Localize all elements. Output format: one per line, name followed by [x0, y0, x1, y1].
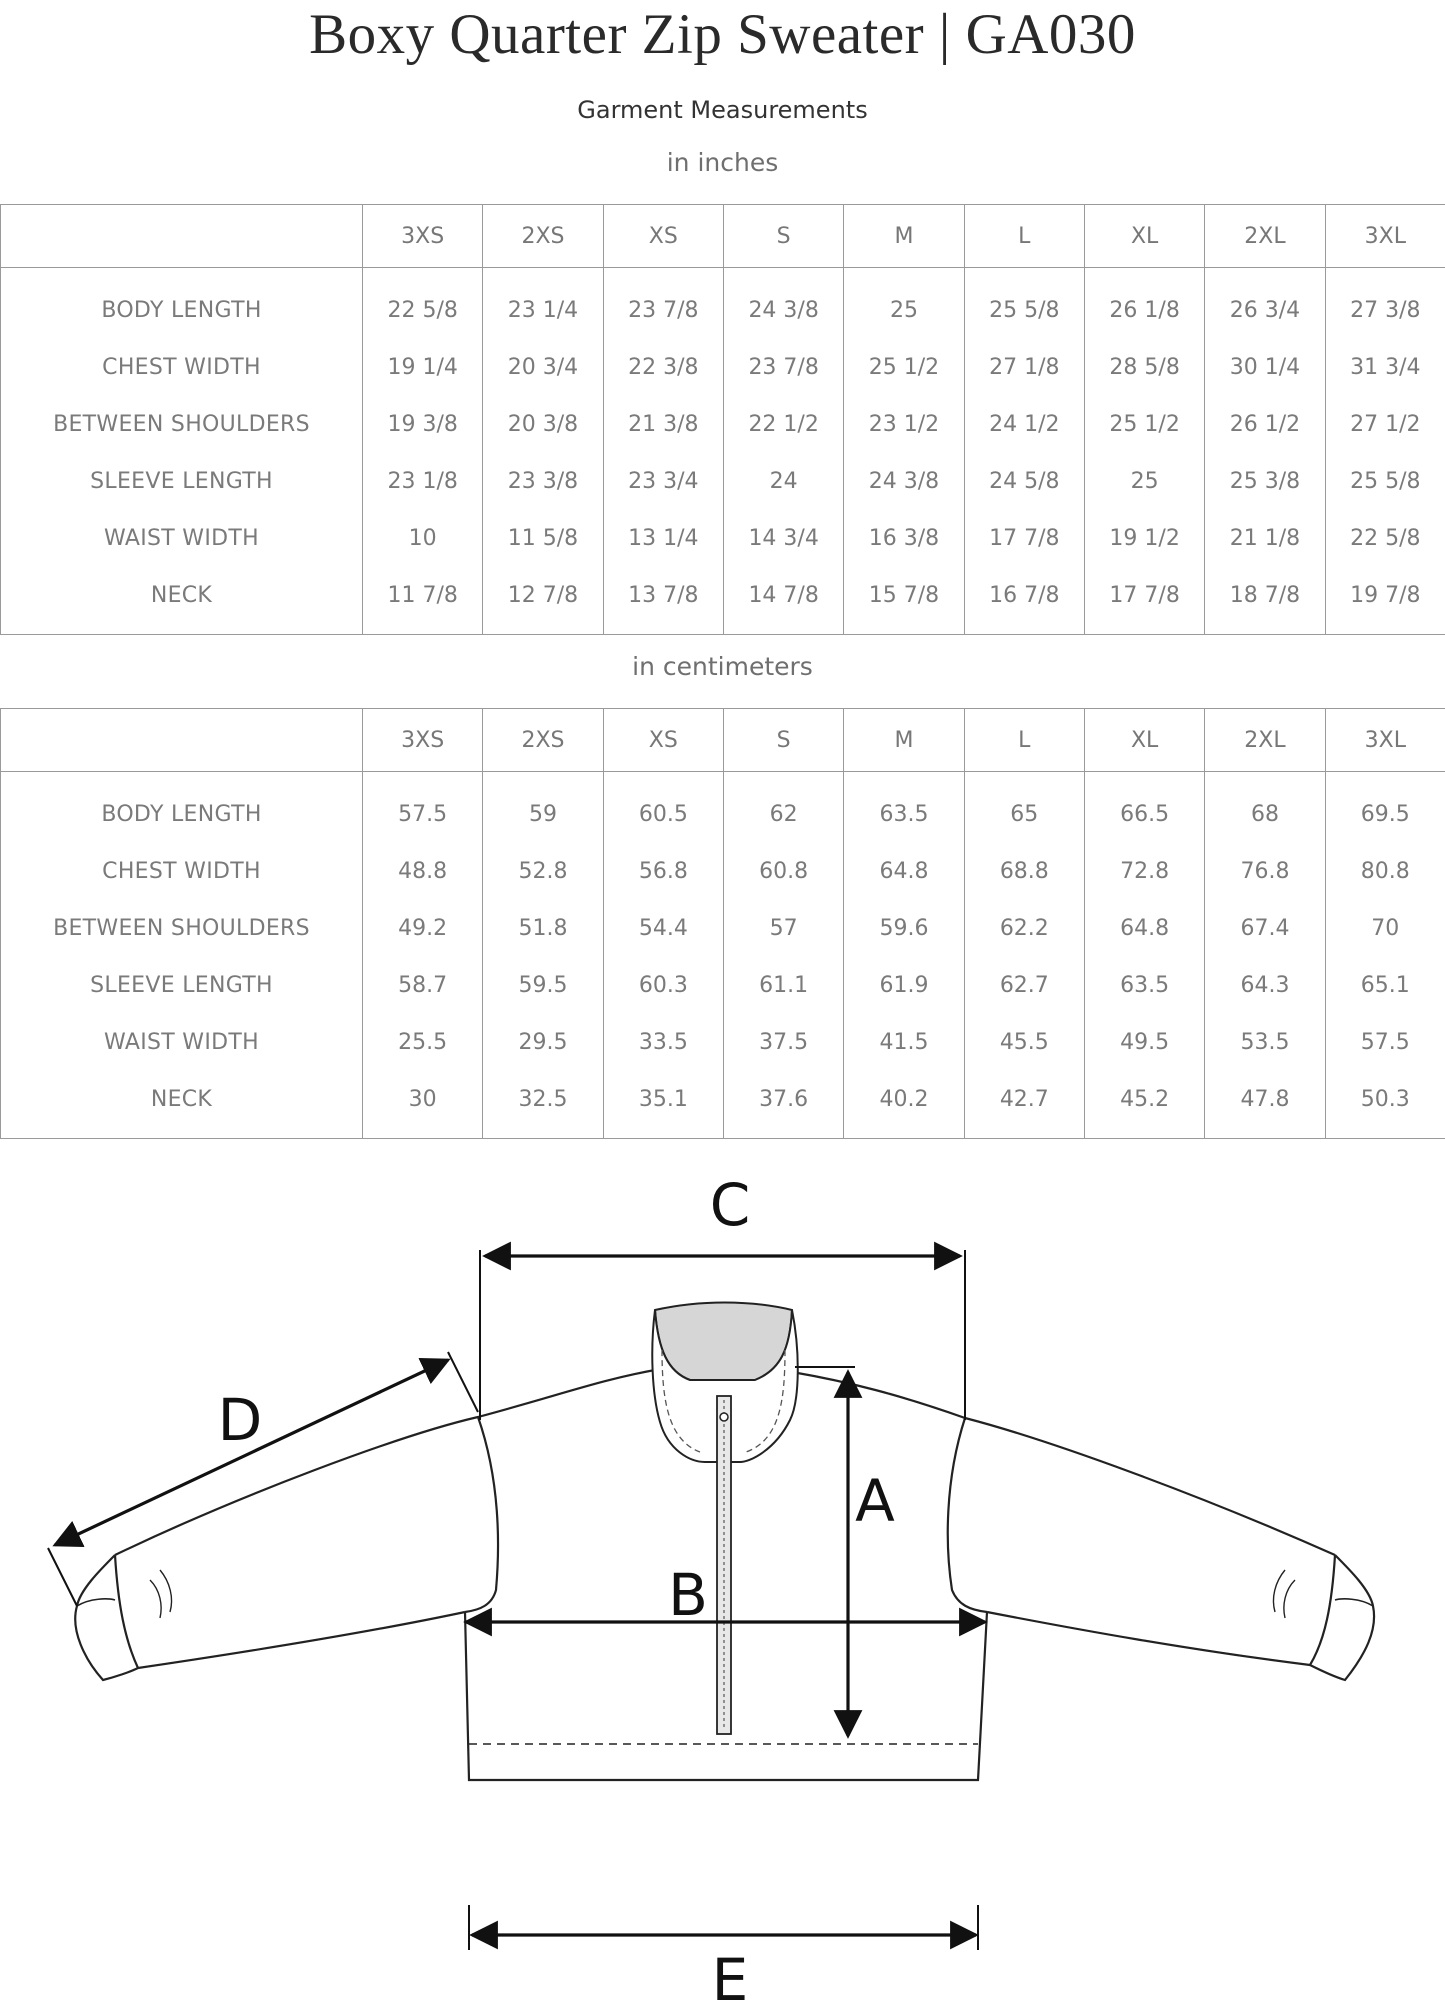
left-sleeve-bottom	[138, 1612, 465, 1668]
collar-back	[655, 1303, 792, 1381]
measurement-value: 24 3/8	[844, 453, 964, 510]
measurement-value: 76.8	[1205, 843, 1325, 900]
measurement-label: BETWEEN SHOULDERS	[1, 900, 363, 957]
measurement-value: 25	[844, 268, 964, 340]
zipper	[717, 1396, 731, 1734]
measurement-value: 60.8	[723, 843, 843, 900]
size-header: S	[723, 205, 843, 268]
measurement-value: 14 3/4	[723, 510, 843, 567]
measurement-value: 27 3/8	[1325, 268, 1445, 340]
size-header: 2XS	[483, 709, 603, 772]
right-cuff-edge	[1335, 1599, 1373, 1606]
measurement-value: 60.3	[603, 957, 723, 1014]
measurement-value: 65	[964, 772, 1084, 844]
measurement-value: 65.1	[1325, 957, 1445, 1014]
measurement-value: 40.2	[844, 1071, 964, 1139]
measurement-value: 25 5/8	[1325, 453, 1445, 510]
measurement-value: 22 1/2	[723, 396, 843, 453]
measurement-value: 21 3/8	[603, 396, 723, 453]
size-header: L	[964, 709, 1084, 772]
size-header: XL	[1084, 709, 1204, 772]
size-header: XS	[603, 205, 723, 268]
measurement-value: 13 7/8	[603, 567, 723, 635]
measurement-value: 17 7/8	[1084, 567, 1204, 635]
measurement-label: NECK	[1, 1071, 363, 1139]
size-header: XL	[1084, 205, 1204, 268]
measurement-value: 37.6	[723, 1071, 843, 1139]
size-header: 3XL	[1325, 709, 1445, 772]
measurement-value: 20 3/8	[483, 396, 603, 453]
measurement-value: 11 7/8	[363, 567, 483, 635]
measurement-value: 17 7/8	[964, 510, 1084, 567]
measurement-value: 30 1/4	[1205, 339, 1325, 396]
measurement-value: 14 7/8	[723, 567, 843, 635]
measurement-value: 32.5	[483, 1071, 603, 1139]
measurement-label: BETWEEN SHOULDERS	[1, 396, 363, 453]
table-row	[1, 396, 1445, 453]
measurement-value: 37.5	[723, 1014, 843, 1071]
measurement-label: BODY LENGTH	[1, 268, 363, 340]
table-row	[1, 453, 1445, 510]
table-row	[1, 567, 1445, 635]
measurement-value: 19 3/8	[363, 396, 483, 453]
measurement-value: 23 1/8	[363, 453, 483, 510]
measurement-value: 64.8	[1084, 900, 1204, 957]
measurement-value: 11 5/8	[483, 510, 603, 567]
measurement-value: 19 1/2	[1084, 510, 1204, 567]
measurement-label: NECK	[1, 567, 363, 635]
measurement-value: 47.8	[1205, 1071, 1325, 1139]
measurement-value: 23 1/2	[844, 396, 964, 453]
measurement-value: 61.1	[723, 957, 843, 1014]
table-row	[1, 1014, 1445, 1071]
size-header: 2XL	[1205, 709, 1325, 772]
measurement-value: 63.5	[1084, 957, 1204, 1014]
measurement-value: 42.7	[964, 1071, 1084, 1139]
page-subtitle: Garment Measurements	[577, 96, 868, 124]
size-header: M	[844, 205, 964, 268]
page-title: Boxy Quarter Zip Sweater | GA030	[309, 3, 1136, 66]
header-row	[1, 205, 1445, 268]
measurement-value: 59.5	[483, 957, 603, 1014]
measurement-value: 23 1/4	[483, 268, 603, 340]
measurement-value: 24 3/8	[723, 268, 843, 340]
measurement-value: 23 3/4	[603, 453, 723, 510]
measurement-value: 59.6	[844, 900, 964, 957]
right-sleeve-bottom	[987, 1612, 1310, 1665]
dimension-label-c: C	[709, 1171, 751, 1239]
measurement-value: 26 1/2	[1205, 396, 1325, 453]
measurement-value: 10	[363, 510, 483, 567]
measurement-value: 16 3/8	[844, 510, 964, 567]
measurement-value: 59	[483, 772, 603, 844]
measurement-value: 16 7/8	[964, 567, 1084, 635]
measurement-value: 24 5/8	[964, 453, 1084, 510]
measurement-value: 15 7/8	[844, 567, 964, 635]
measurement-value: 54.4	[603, 900, 723, 957]
measurement-value: 24 1/2	[964, 396, 1084, 453]
table-row	[1, 268, 1445, 340]
table-row	[1, 510, 1445, 567]
header-row	[1, 709, 1445, 772]
measurement-label: WAIST WIDTH	[1, 1014, 363, 1071]
measurement-label: CHEST WIDTH	[1, 843, 363, 900]
measurement-value: 20 3/4	[483, 339, 603, 396]
measurement-value: 49.2	[363, 900, 483, 957]
measurement-value: 27 1/8	[964, 339, 1084, 396]
table-row	[1, 1071, 1445, 1139]
measurement-value: 27 1/2	[1325, 396, 1445, 453]
measurement-value: 25.5	[363, 1014, 483, 1071]
measurement-value: 64.3	[1205, 957, 1325, 1014]
dimension-label-b: B	[668, 1561, 708, 1629]
measurement-value: 28 5/8	[1084, 339, 1204, 396]
dimension-d-tick-bottom	[48, 1548, 77, 1606]
measurement-value: 31 3/4	[1325, 339, 1445, 396]
measurement-value: 25	[1084, 453, 1204, 510]
measurement-value: 62.7	[964, 957, 1084, 1014]
measurement-value: 63.5	[844, 772, 964, 844]
measurement-label: SLEEVE LENGTH	[1, 453, 363, 510]
size-header: 3XS	[363, 709, 483, 772]
measurement-value: 45.5	[964, 1014, 1084, 1071]
dimension-label-e: E	[711, 1946, 749, 2005]
measurement-value: 52.8	[483, 843, 603, 900]
table-row	[1, 339, 1445, 396]
measurement-value: 64.8	[844, 843, 964, 900]
measurement-value: 68.8	[964, 843, 1084, 900]
measurement-value: 18 7/8	[1205, 567, 1325, 635]
measurement-value: 12 7/8	[483, 567, 603, 635]
size-header: 2XL	[1205, 205, 1325, 268]
measurement-value: 25 5/8	[964, 268, 1084, 340]
measurement-label: CHEST WIDTH	[1, 339, 363, 396]
table-row	[1, 843, 1445, 900]
centimeters-table	[0, 708, 1445, 1139]
measurement-value: 62.2	[964, 900, 1084, 957]
left-armhole-seam	[465, 1417, 498, 1612]
right-armhole-seam	[948, 1418, 987, 1612]
measurement-value: 23 3/8	[483, 453, 603, 510]
measurement-value: 67.4	[1205, 900, 1325, 957]
size-header: 3XL	[1325, 205, 1445, 268]
dimension-lines	[48, 1250, 985, 1950]
sweater-diagram	[0, 1150, 1445, 2005]
measurement-value: 45.2	[1084, 1071, 1204, 1139]
measurement-value: 57	[723, 900, 843, 957]
measurement-label: BODY LENGTH	[1, 772, 363, 844]
left-cuff-edge	[77, 1599, 115, 1606]
measurement-value: 26 1/8	[1084, 268, 1204, 340]
measurement-value: 13 1/4	[603, 510, 723, 567]
size-header: 2XS	[483, 205, 603, 268]
measurement-value: 22 5/8	[1325, 510, 1445, 567]
inches-table	[0, 204, 1445, 635]
right-sleeve-gather	[1273, 1570, 1295, 1618]
measurement-value: 56.8	[603, 843, 723, 900]
measurement-value: 21 1/8	[1205, 510, 1325, 567]
size-header: S	[723, 709, 843, 772]
measurement-value: 26 3/4	[1205, 268, 1325, 340]
measurement-value: 62	[723, 772, 843, 844]
size-header: M	[844, 709, 964, 772]
measurement-value: 23 7/8	[723, 339, 843, 396]
dimension-label-a: A	[855, 1467, 895, 1535]
measurement-value: 25 1/2	[1084, 396, 1204, 453]
header-label-blank	[1, 709, 363, 772]
left-sleeve-gather	[150, 1570, 172, 1618]
zipper-pull	[720, 1413, 728, 1421]
measurement-label: WAIST WIDTH	[1, 510, 363, 567]
measurement-value: 66.5	[1084, 772, 1204, 844]
measurement-value: 61.9	[844, 957, 964, 1014]
measurement-value: 19 1/4	[363, 339, 483, 396]
measurement-value: 48.8	[363, 843, 483, 900]
measurement-value: 19 7/8	[1325, 567, 1445, 635]
inches-unit-label: in inches	[666, 148, 779, 177]
measurement-value: 22 3/8	[603, 339, 723, 396]
measurement-value: 33.5	[603, 1014, 723, 1071]
measurement-value: 29.5	[483, 1014, 603, 1071]
measurement-value: 50.3	[1325, 1071, 1445, 1139]
dimension-label-d: D	[217, 1386, 263, 1454]
measurement-value: 22 5/8	[363, 268, 483, 340]
measurement-value: 69.5	[1325, 772, 1445, 844]
measurement-value: 58.7	[363, 957, 483, 1014]
measurement-value: 41.5	[844, 1014, 964, 1071]
measurement-value: 57.5	[1325, 1014, 1445, 1071]
measurement-value: 35.1	[603, 1071, 723, 1139]
table-row	[1, 900, 1445, 957]
measurement-value: 49.5	[1084, 1014, 1204, 1071]
measurement-value: 70	[1325, 900, 1445, 957]
measurement-value: 30	[363, 1071, 483, 1139]
header-label-blank	[1, 205, 363, 268]
left-cuff	[75, 1555, 138, 1680]
measurement-value: 60.5	[603, 772, 723, 844]
measurement-value: 25 3/8	[1205, 453, 1325, 510]
measurement-value: 72.8	[1084, 843, 1204, 900]
measurement-value: 24	[723, 453, 843, 510]
table-row	[1, 957, 1445, 1014]
measurement-label: SLEEVE LENGTH	[1, 957, 363, 1014]
measurement-value: 53.5	[1205, 1014, 1325, 1071]
measurement-value: 68	[1205, 772, 1325, 844]
size-header: L	[964, 205, 1084, 268]
size-header: XS	[603, 709, 723, 772]
measurement-value: 57.5	[363, 772, 483, 844]
table-row	[1, 772, 1445, 844]
left-shoulder-line	[115, 1370, 655, 1555]
centimeters-unit-label: in centimeters	[632, 652, 813, 681]
measurement-value: 25 1/2	[844, 339, 964, 396]
measurement-value: 80.8	[1325, 843, 1445, 900]
measurement-value: 23 7/8	[603, 268, 723, 340]
dimension-d-tick-top	[448, 1352, 478, 1412]
right-cuff	[1310, 1555, 1374, 1680]
measurement-value: 51.8	[483, 900, 603, 957]
size-header: 3XS	[363, 205, 483, 268]
